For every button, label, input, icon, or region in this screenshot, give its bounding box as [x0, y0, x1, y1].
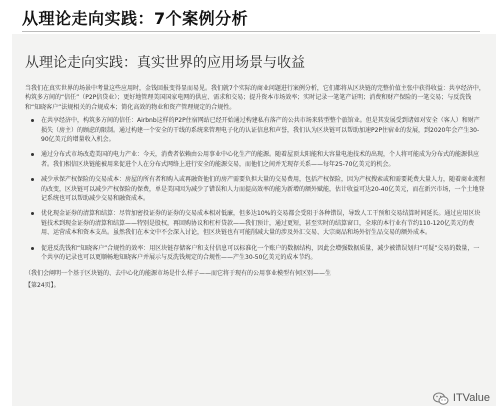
page-reference: 【第24页】。	[25, 281, 60, 289]
watermark-text: ITValue	[452, 392, 490, 404]
bullet-icon	[31, 153, 34, 156]
intro-paragraph: 当我们在真实世界的场景中考量这些应用时，金钱回报变得显而易见。我们就7个实际的商业问题进行案例分析，它们都将从区块链的完整价值主张中获得收益：共享经济中，构筑多方间的“信任”（P2P信贷业）；更好地管理美国国家电网的供应、需求和交易；提升资本市场效率；实时记录一笔笔产证明；消费和财产保险的一笔交易；与反洗钱和“知晓客户”法规相关的合规成本；简化高效的物业和资产管理规定的合规性。	[25, 85, 485, 111]
list-item	[25, 209, 485, 237]
list-item-text: 优化现金证券的清算和结算：尽管加密投证券的证券的交易成本相对低廉，但多达10%的交易都会受阻于各种错误，导致人工干预和交易结算时间延长。通过应用区块链技术到现金证券的清算和结算——特别是股权，再回购协议和杠杆贷款——我们预计，通过更短，甚至实时的结算窗口，全球的本行业有节约110-120亿美元的费用、运营成本和资本支出。虽然我们在本文中不会深入讨论，但区块链也有可能削减大量的涉及外汇交易、大宗商品和场外衍生品交易的额外成本。	[41, 210, 481, 237]
list-item-text: 减少承保产权保险的交易成本：房屋的所有者和购入或再融资他们的房产需要负担大量的交易费用，包括产权保险，因为产权搜索或和需要耗费大量人力，随着商业流程的改变，区块链可以减少产权保险的保费，单是美国因为减少了错误和人力而提高效率的能为新增的额外赋能，估计收益可达20-40亿美元，而在新兴市场，一个土地登记系统也可以帮助减少交易和融资成本。	[41, 176, 486, 203]
list-item-text: 在共享经济中，构筑多方间的信任：Airbnb这样的P2P住宿网站已经开始通过构建私有落产的公共市场来转型整个旅馆业。但是其发展受到诸如对安全（客人）和财产损失（房主）的顾虑的限制。通过构建一个安全的干线的系统来管理电子化的认证信息和声誉，我们认为区块链可以帮助加速P2P住宿业的发展，到2020年会产生30-90亿美元的增量收入机会。	[41, 117, 480, 144]
document-scan	[12, 34, 496, 406]
watermark	[433, 391, 490, 405]
closing-paragraph: （我们会阐明一个基于区块链的、去中心化的能源市场是什么样子——而它将于现有的公用事业模型有何区别——生	[25, 269, 332, 277]
list-item	[25, 175, 485, 203]
list-item-text: 促进反洗钱和“知晓客户”合规性的效率：用区块链存储客户和支付信息可以标准化一个账户的数据结构，因此会增强数据质量，减少被错误划归“可疑”交易的数量，一个共享的记录也可以更顺畅地知晓客户并展示与反洗钱规定的合规性——产生30-50亿美元的成本节约。	[41, 244, 480, 262]
document-subtitle: 从理论走向实践：真实世界的应用场景与收益	[25, 55, 305, 71]
bullet-icon	[31, 119, 34, 122]
page-title: 从理论走向实践：7个案例分析	[22, 9, 249, 28]
wechat-icon	[433, 391, 449, 405]
document-body	[25, 84, 485, 290]
bullet-icon	[31, 212, 34, 215]
list-item	[25, 116, 485, 144]
bullet-list	[25, 116, 485, 262]
title-divider	[22, 31, 480, 32]
bullet-icon	[31, 178, 34, 181]
bullet-icon	[31, 247, 34, 250]
list-item	[25, 244, 485, 263]
list-item	[25, 150, 485, 169]
list-item-text: 通过分布式市场改造美国的电力产业：今天，消费者依赖由公用事业中心化生产的能源。随着屋顶太阳能和大容量电池技术的出现，个人将可能成为分布式的能源供应者。我们相信区块链能被用来促进个人在分布式网络上进行安全的能源交易，而他们之间并无现存关系——每年25-70亿美元的机会。	[41, 151, 480, 168]
